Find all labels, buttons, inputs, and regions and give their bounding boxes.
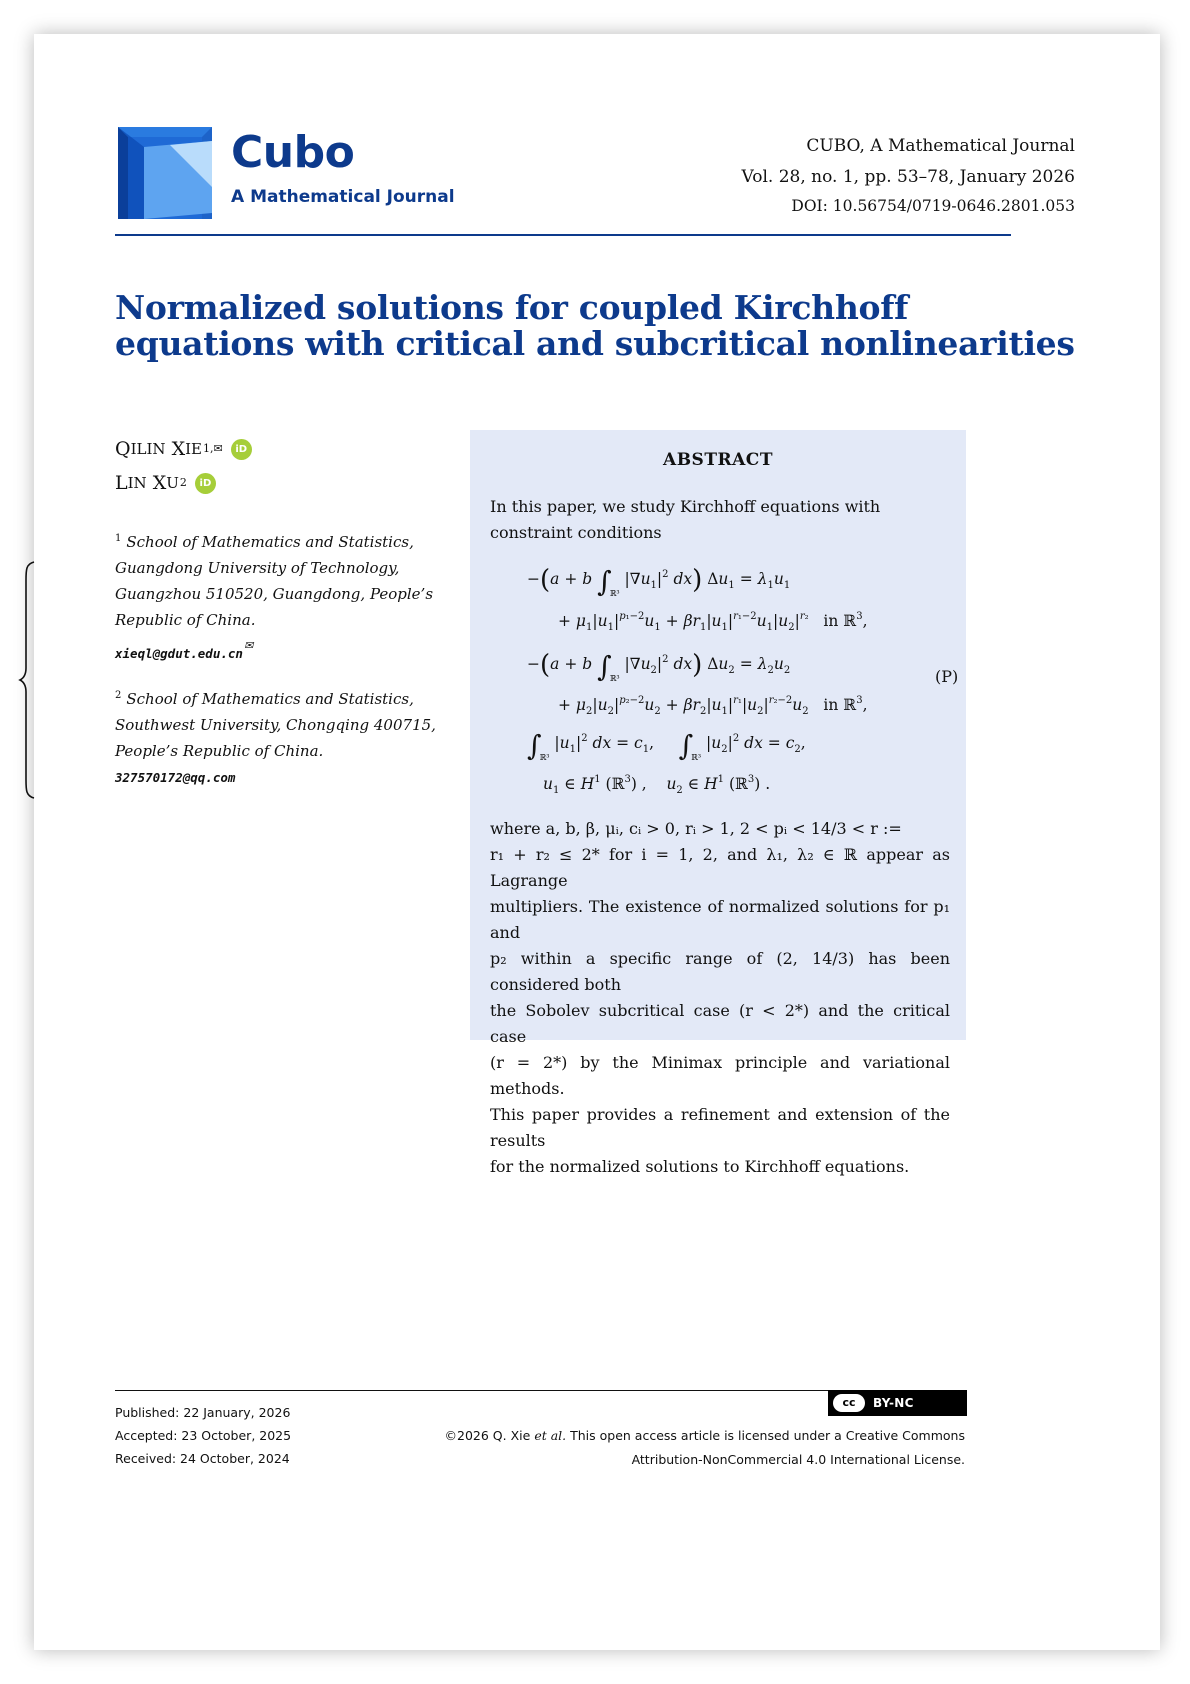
cube-logo-icon bbox=[118, 127, 220, 219]
affiliation-2: $^2$ School of Mathematics and Statistics, Southwest University, Chongqing 400715, People’s Republic of China. 327570172@qq.com bbox=[115, 690, 436, 785]
logo-subtitle: A Mathematical Journal bbox=[231, 187, 455, 207]
equation-line-2: + $\mu_1|u_1|^{p_1-2}u_1 + \beta r_1|u_1|^{r_1-2}u_1|u_2|^{r_2}$ in ℝ$^3$, bbox=[558, 611, 868, 633]
author-1-marker: 1,✉ bbox=[202, 442, 223, 455]
abstract-intro: In this paper, we study Kirchhoff equations with constraint conditions bbox=[490, 497, 881, 542]
published-date: Published: 22 January, 2026 bbox=[115, 1405, 291, 1420]
publication-dates bbox=[115, 1401, 291, 1470]
license-link[interactable]: Attribution-NonCommercial 4.0 International License. bbox=[631, 1452, 965, 1467]
equation-label: (P) bbox=[935, 667, 959, 686]
equation-line-4: + $\mu_2|u_2|^{p_2-2}u_2 + \beta r_2|u_1|^{r_1}|u_2|^{r_2-2}u_2$ in ℝ$^3$, bbox=[558, 695, 868, 717]
email-link[interactable]: xieql@gdut.edu.cn bbox=[115, 646, 243, 661]
cc-license-badge[interactable] bbox=[828, 1390, 967, 1416]
author-list bbox=[115, 432, 252, 500]
journal-doi[interactable]: DOI: 10.56754/0719-0646.2801.053 bbox=[791, 197, 1075, 215]
affiliation-1: $^1$ School of Mathematics and Statistics, Guangdong University of Technology, Guangzhou 510520, Guangdong, People’s Republic of China. xieql@gdut.edu.cn✉ bbox=[115, 533, 434, 661]
title-line-2: equations with critical and subcritical nonlinearities bbox=[115, 324, 1075, 363]
author-1: Q ILIN X IE 1,✉ iD bbox=[115, 432, 252, 466]
journal-logo bbox=[118, 127, 478, 219]
equation-line-3: −(a + b $\int_{ℝ^3}$ $|\nabla u_2|^2$ dx) $\Delta u_2 = \lambda_2u_2$ bbox=[527, 650, 791, 683]
equation-line-1: −(a + b $\int_{ℝ^3}$ $|\nabla u_1|^2$ dx) $\Delta u_1 = \lambda_1u_1$ bbox=[527, 565, 791, 598]
equation-line-6: $u_1$ ∈ $H^1$ (ℝ$^3$) , $u_2$ ∈ $H^1$ (ℝ$^3$) . bbox=[543, 774, 771, 796]
received-date: Received: 24 October, 2024 bbox=[115, 1451, 290, 1466]
header-rule bbox=[115, 234, 1011, 236]
author-2: L IN X U 2 iD bbox=[115, 466, 252, 500]
journal-name: CUBO, A Mathematical Journal bbox=[806, 136, 1075, 156]
logo-name: Cubo bbox=[231, 127, 355, 178]
envelope-icon: ✉ bbox=[243, 639, 254, 652]
author-2-marker: 2 bbox=[179, 476, 187, 489]
journal-volume: Vol. 28, no. 1, pp. 53–78, January 2026 bbox=[741, 167, 1075, 187]
equation-line-5: $\int_{ℝ^3}$ $|u_1|^2$ dx = $c_1$, $\int_{ℝ^3}$ $|u_2|^2$ dx = $c_2$, bbox=[527, 729, 806, 762]
journal-meta bbox=[742, 131, 1075, 219]
license-text: ©2026 Q. Xie et al. This open access article is licensed under a Creative Commons Attribution-NonCommercial 4.0 International License. bbox=[445, 1424, 965, 1472]
abstract-body: where a, b, β, μᵢ, cᵢ > 0, rᵢ > 1, 2 < pᵢ < 14/3 < r := r₁ + r₂ ≤ 2* for i = 1, 2, and λ₁, λ₂ ∈ ℝ appear as Lagrange multipliers. The existence of normalized solutions for p₁ and p₂ within a specific range of (2, 14/3) has been considered both the Sobolev subcritical case (r < 2*) and the critical case (r = 2*) by the Minimax principle and variational methods. This paper provides a refinement and extension of the results for the normalized solutions to Kirchhoff equations. bbox=[490, 819, 950, 1176]
abstract-heading: ABSTRACT bbox=[663, 450, 773, 470]
system-brace-icon bbox=[18, 560, 38, 800]
orcid-icon[interactable]: iD bbox=[231, 439, 252, 460]
accepted-date: Accepted: 23 October, 2025 bbox=[115, 1428, 292, 1443]
cc-label: BY-NC bbox=[873, 1396, 914, 1410]
title-line-1: Normalized solutions for coupled Kirchhoff bbox=[115, 288, 909, 327]
paper-title bbox=[115, 288, 1075, 363]
cc-icon: cc bbox=[833, 1394, 865, 1412]
email-link[interactable]: 327570172@qq.com bbox=[115, 770, 236, 785]
orcid-icon[interactable]: iD bbox=[195, 473, 216, 494]
